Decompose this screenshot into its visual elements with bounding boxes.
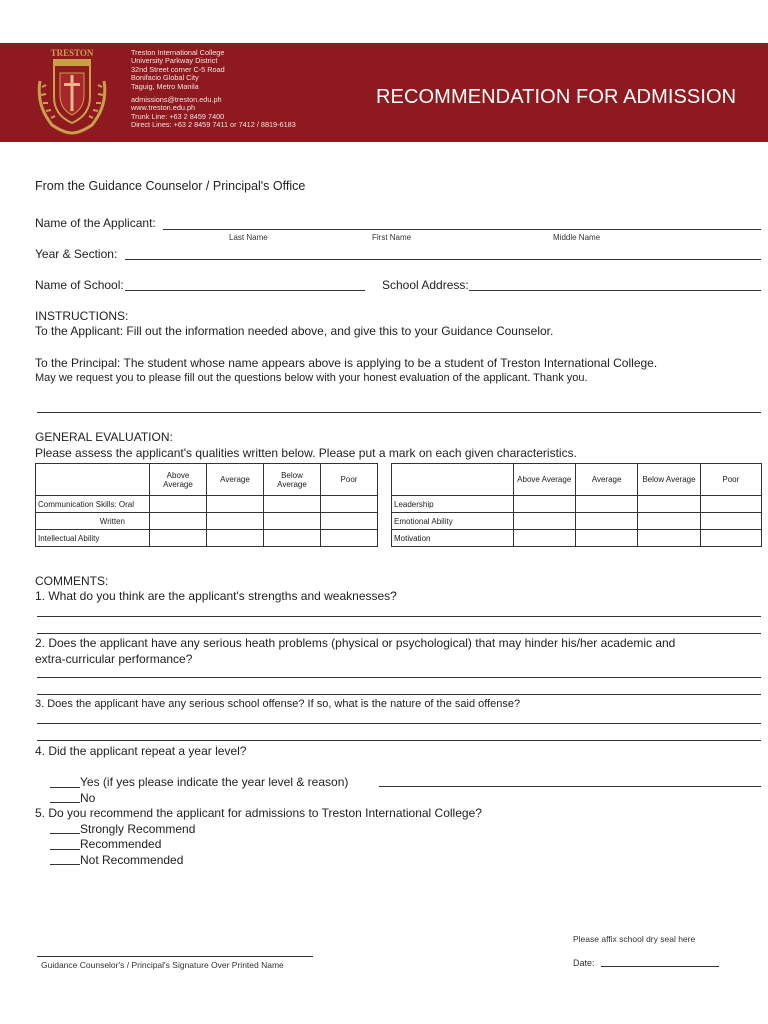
contact-line: 32nd Street corner C-5 Road [131, 64, 225, 74]
school-name-label: Name of School: [35, 278, 124, 292]
yes-blank[interactable] [50, 787, 80, 788]
answer-line-3b[interactable] [37, 740, 761, 741]
evaluation-table-right [391, 463, 762, 547]
rating-cell[interactable] [575, 530, 637, 547]
row-label: Leadership [392, 496, 514, 513]
question-4: 4. Did the applicant repeat a year level? [35, 744, 247, 758]
instructions-principal-1: To the Principal: The student whose name appears above is applying to be a student of Treston International College. [35, 356, 658, 370]
contact-direct-lines: Direct Lines: +63 2 8459 7411 or 7412 / 8819-6183 [131, 120, 296, 130]
column-header: Average [575, 464, 637, 496]
signature-caption: Guidance Counselor's / Principal's Signature Over Printed Name [41, 960, 284, 970]
first-name-caption: First Name [372, 233, 412, 242]
rating-cell[interactable] [700, 513, 761, 530]
rating-cell[interactable] [321, 513, 378, 530]
rating-cell[interactable] [207, 530, 264, 547]
column-header: Average [207, 464, 264, 496]
applicant-name-field[interactable] [163, 229, 761, 230]
table-row [392, 513, 762, 530]
date-label: Date: [573, 958, 595, 968]
rating-cell[interactable] [513, 513, 575, 530]
rating-cell[interactable] [264, 496, 321, 513]
column-header: Poor [700, 464, 761, 496]
question-2-line-2: extra-curricular performance? [35, 652, 193, 666]
middle-name-caption: Middle Name [553, 233, 601, 242]
rating-cell[interactable] [700, 530, 761, 547]
row-label: Intellectual Ability [36, 530, 150, 547]
contact-line: Taguig, Metro Manila [131, 81, 199, 91]
last-name-caption: Last Name [229, 233, 268, 242]
rating-cell[interactable] [264, 513, 321, 530]
rating-cell[interactable] [638, 513, 700, 530]
row-label: Emotional Ability [392, 513, 514, 530]
answer-line-2a[interactable] [37, 677, 761, 678]
question-5: 5. Do you recommend the applicant for admissions to Treston International College? [35, 806, 482, 820]
instructions-principal-2: May we request you to please fill out the questions below with your honest evaluation of the applicant. Thank you. [35, 372, 588, 384]
applicant-name-label: Name of the Applicant: [35, 216, 156, 230]
option-not-recommended: Not Recommended [80, 853, 184, 867]
answer-line-1b[interactable] [37, 633, 761, 634]
school-name-field[interactable] [125, 290, 365, 291]
dry-seal-note: Please affix school dry seal here [573, 934, 696, 944]
rating-cell[interactable] [638, 530, 700, 547]
question-1: 1. What do you think are the applicant's strengths and weaknesses? [35, 589, 397, 603]
year-level-reason-field[interactable] [379, 786, 761, 787]
from-office-label: From the Guidance Counselor / Principal's Office [35, 179, 306, 193]
question-3: 3. Does the applicant have any serious school offense? If so, what is the nature of the said offense? [35, 698, 521, 710]
contact-email: admissions@treston.edu.ph [131, 95, 222, 105]
school-address-label: School Address: [382, 278, 469, 292]
option-recommended: Recommended [80, 837, 162, 851]
column-header: Above Average [513, 464, 575, 496]
rating-cell[interactable] [150, 530, 207, 547]
no-blank[interactable] [50, 802, 80, 803]
header-banner [0, 43, 768, 142]
table-row [36, 530, 378, 547]
row-label: Motivation [392, 530, 514, 547]
table-row [392, 530, 762, 547]
rating-cell[interactable] [150, 513, 207, 530]
strongly-recommend-blank[interactable] [50, 833, 80, 834]
column-header: Below Average [638, 464, 700, 496]
signature-line[interactable] [37, 956, 313, 957]
recommended-blank[interactable] [50, 849, 80, 850]
rating-cell[interactable] [264, 530, 321, 547]
table-row [36, 496, 378, 513]
rating-cell[interactable] [207, 496, 264, 513]
rating-cell[interactable] [638, 496, 700, 513]
rating-cell[interactable] [513, 530, 575, 547]
table-row [392, 496, 762, 513]
option-strongly-recommend: Strongly Recommend [80, 822, 196, 836]
evaluation-table-left [35, 463, 378, 547]
evaluation-heading: GENERAL EVALUATION: [35, 430, 173, 444]
row-label: Written [36, 513, 150, 530]
instructions-applicant: To the Applicant: Fill out the information needed above, and give this to your Guidance Counselor. [35, 324, 554, 338]
contact-trunk-line: Trunk Line: +63 2 8459 7400 [131, 111, 225, 121]
comments-heading: COMMENTS: [35, 574, 109, 588]
row-label: Communication Skills: Oral [36, 496, 150, 513]
treston-crest-logo [34, 47, 110, 139]
year-section-label: Year & Section: [35, 247, 118, 261]
answer-line-3a[interactable] [37, 723, 761, 724]
column-header: Poor [321, 464, 378, 496]
document-title: RECOMMENDATION FOR ADMISSION [376, 86, 737, 108]
rating-cell[interactable] [700, 496, 761, 513]
answer-line-1a[interactable] [37, 616, 761, 617]
answer-line-2b[interactable] [37, 694, 761, 695]
contact-website: www.treston.edu.ph [131, 103, 196, 113]
contact-line: Bonifacio Global City [131, 73, 199, 83]
option-yes-label: Yes (if yes please indicate the year level & reason) [80, 775, 349, 789]
evaluation-subheading: Please assess the applicant's qualities written below. Please put a mark on each given characteristics. [35, 446, 577, 460]
separator-line [37, 412, 761, 413]
rating-cell[interactable] [321, 496, 378, 513]
contact-line: Treston International College [131, 48, 225, 57]
rating-cell[interactable] [321, 530, 378, 547]
rating-cell[interactable] [150, 496, 207, 513]
date-field[interactable] [601, 966, 719, 967]
contact-line: University Parkway District [131, 56, 218, 66]
not-recommended-blank[interactable] [50, 864, 80, 865]
column-header: Above Average [150, 464, 207, 496]
question-2-line-1: 2. Does the applicant have any serious heath problems (physical or psychological) that may hinder his/her academic and [35, 636, 676, 650]
school-address-field[interactable] [469, 290, 761, 291]
instructions-heading: INSTRUCTIONS: [35, 309, 129, 323]
rating-cell[interactable] [207, 513, 264, 530]
contact-info [131, 49, 296, 130]
logo-school-name: TRESTON [50, 48, 94, 58]
rating-cell[interactable] [575, 496, 637, 513]
column-header: Below Average [264, 464, 321, 496]
table-row [36, 513, 378, 530]
rating-cell[interactable] [575, 513, 637, 530]
option-no-label: No [80, 791, 96, 805]
year-section-field[interactable] [125, 259, 761, 260]
rating-cell[interactable] [513, 496, 575, 513]
